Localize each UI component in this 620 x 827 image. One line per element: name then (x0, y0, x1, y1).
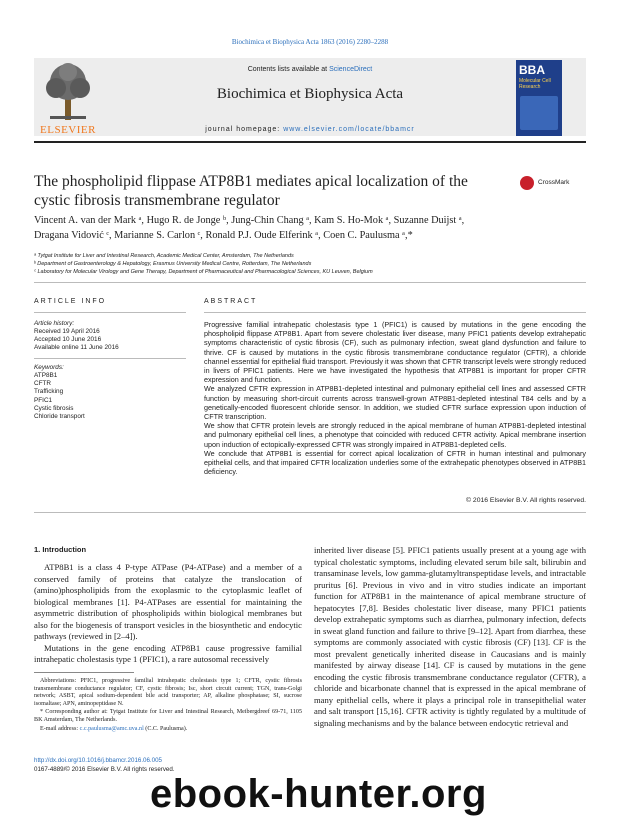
body-left-column (34, 562, 302, 666)
affiliation-c: ᶜ Laboratory for Molecular Virology and Gene Therapy, Department of Pharmaceutical and Pharmacological Sciences, KU Leuven, Belgium (34, 269, 373, 275)
email-link[interactable]: c.c.paulusma@amc.uva.nl (79, 725, 144, 732)
abstract-paragraph: Progressive familial intrahepatic cholestasis type 1 (PFIC1) is caused by mutations in the gene encoding the phospholipid flippase ATP8B1. Apart from severe cholestatic liver disease, many PFIC1 patients develop extrahepatic symptoms characteristic of cystic fibrosis (CF), such as pulmonary infection, sweat gland dysfunction and failure to thrive. CF is caused by mutations in the cystic fibrosis transmembrane conductance regulator (CFTR), a chloride channel essential for epithelial fluid transport. Previously it was shown that CFTR transcript levels were strongly reduced in livers of PFIC1 patients. Here we have investigated the hypothesis that ATP8B1 is important for proper CFTR expression and function. (204, 320, 586, 385)
keyword: CFTR (34, 380, 52, 388)
abstract-body (204, 320, 586, 476)
journal-homepage-line (110, 126, 510, 133)
homepage-prefix: journal homepage: (205, 126, 284, 133)
keyword: Chloride transport (34, 412, 85, 420)
abstract-end-divider (34, 512, 586, 513)
abstract-paragraph: We analyzed CFTR expression in ATP8B1-depleted intestinal and pulmonary epithelial cell lines and assessed CFTR function by measuring short-circuit currents across transwell-grown ATP8B1-depleted intestinal T84 cells and by a genetically-encoded fluorescent chloride sensor. In addition, we studied CFTR surface expression upon induction of CFTR transcription. (204, 384, 586, 422)
crossmark-label[interactable]: CrossMark (538, 179, 570, 186)
history-accepted: Accepted 10 June 2016 (34, 336, 102, 343)
abstract-divider (204, 312, 586, 313)
abstract-heading: ABSTRACT (204, 298, 258, 305)
issn-line: 0167-4889/© 2016 Elsevier B.V. All rights reserved. (34, 766, 175, 773)
elsevier-tree-logo (36, 60, 100, 132)
journal-reference[interactable]: Biochimica et Biophysica Acta 1863 (2016) 2280–2288 (231, 38, 389, 46)
footnotes (34, 678, 302, 734)
history-available: Available online 11 June 2016 (34, 344, 119, 351)
author-list-line-1: Vincent A. van der Mark ᵃ, Hugo R. de Jonge ᵇ, Jung-Chin Chang ᵃ, Kam S. Ho-Mok ᵃ, Suzanne Duijst ᵃ, (34, 215, 465, 226)
email-prefix: E-mail address: (40, 725, 80, 732)
sciencedirect-link[interactable]: ScienceDirect (329, 66, 373, 73)
keyword: PFIC1 (34, 396, 53, 404)
author-list-line-2: Dragana Vidović ᶜ, Marianne S. Carlon ᶜ, Ronald P.J. Oude Elferink ᵃ, Coen C. Paulusma ᵃ,* (34, 230, 413, 241)
homepage-link[interactable]: www.elsevier.com/locate/bbamcr (283, 126, 415, 133)
contents-prefix: Contents lists available at (247, 66, 330, 73)
contents-available-line (110, 66, 510, 73)
keyword: Trafficking (34, 388, 64, 396)
keyword: ATP8B1 (34, 372, 58, 379)
email-footnote (34, 726, 302, 734)
keywords-list (34, 372, 184, 421)
abbreviations-footnote: Abbreviations: PFIC1, progressive familial intrahepatic cholestasis type 1; CFTR, cystic fibrosis transmembrane conductance regulator; CF, cystic fibrosis; Isc, short circuit current; TGN, trans-Golgi network; ASBT, apical sodium-dependent bile acid transporter; AP, alkaline phosphatase; SI, sucrose isomaltase; APN, aminopeptidase N. (34, 678, 302, 707)
introduction-heading: 1. Introduction (34, 545, 87, 554)
email-suffix: (C.C. Paulusma). (143, 725, 188, 732)
journal-cover-thumbnail[interactable] (516, 60, 562, 136)
article-info-heading: ARTICLE INFO (34, 298, 107, 305)
header-divider (34, 141, 586, 143)
corresponding-author-footnote: * Corresponding author at: Tytgat Institute for Liver and Intestinal Research, Meibergdreef 69-71, 1105 BK Amsterdam, The Netherlands. (34, 709, 302, 723)
body-right-column (314, 545, 586, 729)
abstract-paragraph: We show that CFTR protein levels are strongly reduced in the apical membrane of human ATP8B1-depleted intestinal and pulmonary epithelial cell lines, a phenotype that coincided with reduced CFTR activity. Apical membrane insertion upon induction of ectopically-expressed CFTR was strongly impaired in ATP8B1-depleted cells. (204, 421, 586, 449)
watermark: ebook-hunter.org (150, 772, 487, 816)
article-title: The phospholipid flippase ATP8B1 mediates apical localization of the cystic fibrosis transmembrane regulator (34, 173, 468, 209)
keywords-divider (34, 358, 186, 359)
article-history-label: Article history: (34, 320, 75, 327)
doi-link[interactable]: http://dx.doi.org/10.1016/j.bbamcr.2016.06.005 (34, 757, 162, 764)
body-paragraph: Mutations in the gene encoding ATP8B1 cause progressive familial intrahepatic cholestasis type 1 (PFIC1), a rare autosomal recessively (34, 642, 302, 664)
body-paragraph: ATP8B1 is a class 4 P-type ATPase (P4-ATPase) and a member of a conserved family of proteins that catalyze the translocation of (amino)phospholipids from the exoplasmic to the cytoplasmic leaflet of biological membranes [1]. P4-ATPases are essential for maintaining the asymmetric distribution of phospholipids within biological membranes but also for the biogenesis of transport vesicles in the biosynthetic and endocytic pathways (reviewed in [2–4]). (34, 562, 302, 641)
footnote-divider (34, 672, 134, 673)
cover-subtitle: Molecular Cell Research (519, 78, 551, 90)
abstract-paragraph: We conclude that ATP8B1 is essential for correct apical localization of CFTR in human intestinal and pulmonary epithelial cells, and that impaired CFTR localization underlies some of the extrahepatic phenotypes observed in ATP8B1 deficiency. (204, 448, 586, 477)
crossmark-icon[interactable] (520, 176, 534, 190)
affiliation-a: ᵃ Tytgat Institute for Liver and Intestinal Research, Academic Medical Center, Amsterdam, The Netherlands (34, 253, 294, 259)
affiliation-b: ᵇ Department of Gastroenterology & Hepatology, Erasmus University Medical Centre, Rotterdam, The Netherlands (34, 261, 312, 267)
cover-artwork (520, 96, 558, 130)
elsevier-wordmark: ELSEVIER (40, 124, 96, 136)
history-received: Received 19 April 2016 (34, 328, 100, 335)
body-paragraph: inherited liver disease [5]. PFIC1 patients usually present at a young age with typical cholestatic symptoms, including elevated serum bile salt, bilirubin and transaminase levels, low gamma-glutamyltranspeptidase levels, and intractable pruritus [6]. Previous in vivo and in vitro studies indicate an important function for ATP8B1 in the maintenance of apical membrane structure of hepatocytes [7,8]. Besides cholestatic liver disease, many PFIC1 patients develop extrahepatic symptoms such as diarrhea, pulmonary infection, defects in sweat gland function and failure to thrive [9–12]. Apart from diarrhea, these symptoms are commonly associated with cystic fibrosis (CF) [13]. CF is the most prevalent genetically inherited disease in Caucasians and is mainly manifested by airway disease [14]. CF is caused by mutations in the gene encoding the cystic fibrosis transmembrane conductance regulator (CFTR), a chloride and bicarbonate channel that is expressed in the apical membrane of many epithelial cells, where it plays a principal role in transepithelial water and salt transport [15,16]. CFTR activity is tightly regulated by a multitude of signaling mechanisms and by the balance between endocytic retrieval and (314, 545, 586, 728)
cover-title: BBA (519, 63, 545, 77)
keyword: Cystic fibrosis (34, 404, 74, 412)
affiliation-divider (34, 282, 586, 283)
abstract-copyright: © 2016 Elsevier B.V. All rights reserved. (466, 497, 586, 504)
keywords-label: Keywords: (34, 364, 64, 371)
article-info-divider (34, 312, 186, 313)
journal-title: Biochimica et Biophysica Acta (216, 86, 404, 102)
